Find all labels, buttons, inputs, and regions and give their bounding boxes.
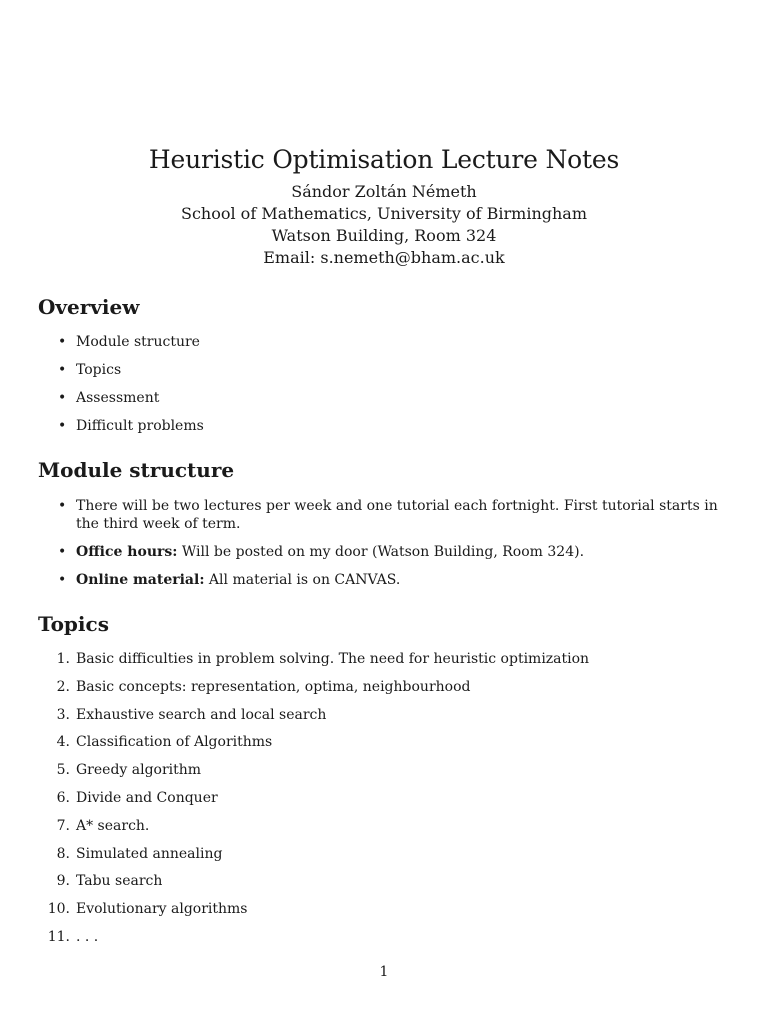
list-item (58, 817, 744, 835)
list-item (47, 928, 744, 946)
list-number: 11. (47, 928, 70, 945)
list-item (58, 706, 744, 724)
list-item (58, 543, 744, 561)
overview-list (58, 333, 744, 435)
list-item (58, 571, 744, 589)
page-number: 1 (379, 964, 389, 980)
list-item (47, 900, 744, 918)
office-hours-label: Office hours: (76, 544, 178, 560)
list-number: 8. (56, 845, 70, 862)
list-number: 7. (56, 817, 70, 834)
list-item (58, 789, 744, 807)
module-structure-list (58, 497, 744, 589)
list-number: 3. (56, 706, 70, 723)
author-block (0, 181, 768, 269)
list-item (58, 733, 744, 751)
list-item-text: There will be two lectures per week and one tutorial each fortnight. First tutorial starts in the third week of term. (76, 498, 718, 532)
author-name: Sándor Zoltán Németh (291, 182, 477, 201)
list-item-text: Topics (76, 362, 122, 378)
list-item-text: Difficult problems (76, 418, 204, 434)
list-item (58, 872, 744, 890)
list-number: 1. (56, 651, 70, 667)
list-item-text: Evolutionary algorithms (76, 901, 248, 918)
bullet-icon: • (58, 498, 67, 514)
list-item-text: . . . (76, 928, 99, 945)
online-material-text: All material is on CANVAS. (204, 572, 401, 588)
online-material-label: Online material: (76, 572, 205, 588)
topics-list (47, 650, 744, 946)
document-title: Heuristic Optimisation Lecture Notes (148, 144, 620, 174)
list-item-text: Classification of Algorithms (76, 734, 273, 751)
list-item (58, 497, 744, 533)
list-item-text: Tabu search (76, 873, 163, 890)
list-item-text: Greedy algorithm (76, 762, 202, 779)
bullet-icon: • (58, 418, 67, 434)
list-item-text: Basic concepts: representation, optima, neighbourhood (76, 678, 471, 695)
list-item (58, 417, 744, 435)
section-heading-module-structure: Module structure (38, 458, 235, 482)
list-item-text: Divide and Conquer (76, 789, 218, 806)
section-heading-overview: Overview (38, 295, 140, 319)
author-affiliation: School of Mathematics, University of Birmingham (180, 204, 588, 223)
list-number: 6. (56, 789, 70, 806)
list-item (58, 333, 744, 351)
list-item-text: Exhaustive search and local search (76, 706, 327, 723)
list-item-text: Module structure (76, 334, 200, 350)
bullet-icon: • (58, 544, 67, 560)
list-item (58, 678, 744, 696)
bullet-icon: • (58, 334, 67, 350)
section-heading-topics: Topics (38, 612, 109, 636)
list-item (58, 389, 744, 407)
list-number: 10. (47, 901, 70, 918)
list-item (58, 845, 744, 863)
bullet-icon: • (58, 390, 67, 406)
author-office: Watson Building, Room 324 (271, 226, 497, 245)
list-number: 9. (56, 873, 70, 890)
author-email: Email: s.nemeth@bham.ac.uk (263, 248, 505, 267)
bullet-icon: • (58, 362, 67, 378)
list-number: 5. (56, 762, 70, 779)
list-item-text: Assessment (76, 390, 160, 406)
bullet-icon: • (58, 572, 67, 588)
list-number: 4. (56, 734, 70, 751)
list-item (58, 650, 744, 668)
list-item-text: Basic difficulties in problem solving. The need for heuristic optimization (76, 651, 590, 667)
list-number: 2. (56, 678, 70, 695)
list-item-text: Simulated annealing (76, 845, 223, 862)
list-item (58, 361, 744, 379)
office-hours-text: Will be posted on my door (Watson Building, Room 324). (177, 544, 585, 560)
list-item (58, 761, 744, 779)
list-item-text: A* search. (76, 817, 150, 834)
